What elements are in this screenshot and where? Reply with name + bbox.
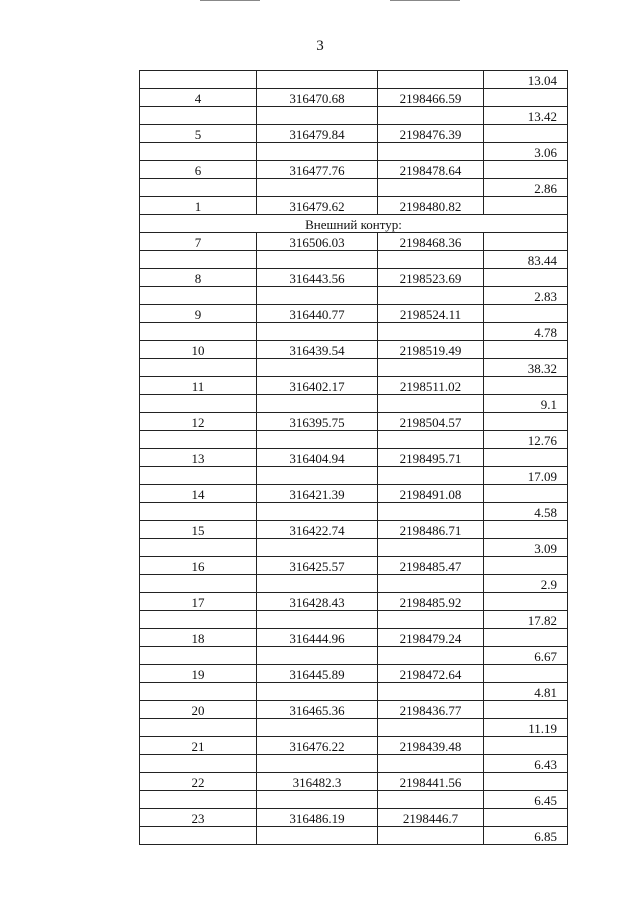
point-row: [140, 773, 568, 791]
empty-cell: [257, 395, 378, 413]
length-cell-empty: [484, 593, 568, 611]
empty-cell: [257, 575, 378, 593]
segment-length-row: [140, 503, 568, 521]
section-heading-row: [140, 215, 568, 233]
segment-length-cell: 9.1: [484, 395, 568, 413]
segment-length-cell: 6.45: [484, 791, 568, 809]
segment-length-cell: 4.58: [484, 503, 568, 521]
empty-cell: [257, 647, 378, 665]
empty-cell: [378, 611, 484, 629]
x-coordinate-cell: 316479.62: [257, 197, 378, 215]
length-cell-empty: [484, 809, 568, 827]
empty-cell: [378, 791, 484, 809]
length-cell-empty: [484, 413, 568, 431]
y-coordinate-cell: 2198472.64: [378, 665, 484, 683]
length-cell-empty: [484, 521, 568, 539]
y-coordinate-cell: 2198504.57: [378, 413, 484, 431]
segment-length-row: [140, 179, 568, 197]
coordinates-table-body: [140, 71, 568, 845]
y-coordinate-cell: 2198436.77: [378, 701, 484, 719]
x-coordinate-cell: 316444.96: [257, 629, 378, 647]
empty-cell: [378, 683, 484, 701]
segment-length-row: [140, 791, 568, 809]
point-number-cell: 5: [140, 125, 257, 143]
empty-cell: [378, 647, 484, 665]
point-number-cell: 22: [140, 773, 257, 791]
x-coordinate-cell: 316479.84: [257, 125, 378, 143]
point-row: [140, 629, 568, 647]
segment-length-cell: 13.42: [484, 107, 568, 125]
y-coordinate-cell: 2198478.64: [378, 161, 484, 179]
length-cell-empty: [484, 233, 568, 251]
empty-cell: [140, 287, 257, 305]
length-cell-empty: [484, 125, 568, 143]
point-number-cell: 19: [140, 665, 257, 683]
empty-cell: [140, 683, 257, 701]
empty-cell: [140, 323, 257, 341]
length-cell-empty: [484, 773, 568, 791]
empty-cell: [257, 179, 378, 197]
segment-length-cell: 2.9: [484, 575, 568, 593]
empty-cell: [140, 611, 257, 629]
point-row: [140, 485, 568, 503]
x-coordinate-cell: 316421.39: [257, 485, 378, 503]
point-row: [140, 197, 568, 215]
empty-cell: [378, 107, 484, 125]
segment-length-cell: 6.85: [484, 827, 568, 845]
top-scan-rule-right: [390, 0, 460, 1]
empty-cell: [378, 251, 484, 269]
empty-cell: [378, 143, 484, 161]
segment-length-cell: 83.44: [484, 251, 568, 269]
empty-cell: [257, 719, 378, 737]
empty-cell: [140, 719, 257, 737]
empty-cell: [257, 431, 378, 449]
segment-length-row: [140, 611, 568, 629]
empty-cell: [140, 251, 257, 269]
page-number: 3: [316, 38, 324, 54]
point-row: [140, 233, 568, 251]
empty-cell: [140, 791, 257, 809]
x-coordinate-cell: 316422.74: [257, 521, 378, 539]
x-coordinate-cell: 316425.57: [257, 557, 378, 575]
empty-cell: [140, 539, 257, 557]
y-coordinate-cell: 2198439.48: [378, 737, 484, 755]
point-row: [140, 701, 568, 719]
empty-cell: [140, 827, 257, 845]
y-coordinate-cell: 2198524.11: [378, 305, 484, 323]
empty-cell: [378, 323, 484, 341]
x-coordinate-cell: 316476.22: [257, 737, 378, 755]
segment-length-row: [140, 755, 568, 773]
segment-length-cell: 4.81: [484, 683, 568, 701]
segment-length-cell: 6.43: [484, 755, 568, 773]
point-row: [140, 557, 568, 575]
empty-cell: [257, 827, 378, 845]
point-number-cell: 4: [140, 89, 257, 107]
section-heading: Внешний контур:: [140, 215, 568, 233]
x-coordinate-cell: 316428.43: [257, 593, 378, 611]
empty-cell: [378, 359, 484, 377]
segment-length-row: [140, 575, 568, 593]
x-coordinate-cell: 316402.17: [257, 377, 378, 395]
empty-cell: [140, 107, 257, 125]
empty-cell: [257, 467, 378, 485]
x-coordinate-cell: 316477.76: [257, 161, 378, 179]
length-cell-empty: [484, 377, 568, 395]
segment-length-row: [140, 719, 568, 737]
segment-length-row: [140, 827, 568, 845]
y-coordinate-cell: 2198480.82: [378, 197, 484, 215]
y-coordinate-cell: 2198486.71: [378, 521, 484, 539]
empty-cell: [378, 575, 484, 593]
empty-cell: [257, 791, 378, 809]
empty-cell: [378, 719, 484, 737]
empty-cell: [378, 431, 484, 449]
segment-length-row: [140, 71, 568, 89]
segment-length-row: [140, 287, 568, 305]
empty-cell: [257, 611, 378, 629]
empty-cell: [378, 71, 484, 89]
empty-cell: [257, 107, 378, 125]
point-row: [140, 305, 568, 323]
x-coordinate-cell: 316443.56: [257, 269, 378, 287]
empty-cell: [140, 503, 257, 521]
empty-cell: [140, 179, 257, 197]
empty-cell: [257, 683, 378, 701]
segment-length-row: [140, 539, 568, 557]
empty-cell: [140, 575, 257, 593]
length-cell-empty: [484, 89, 568, 107]
point-number-cell: 14: [140, 485, 257, 503]
point-row: [140, 809, 568, 827]
point-row: [140, 413, 568, 431]
empty-cell: [257, 251, 378, 269]
x-coordinate-cell: 316486.19: [257, 809, 378, 827]
length-cell-empty: [484, 341, 568, 359]
point-number-cell: 18: [140, 629, 257, 647]
length-cell-empty: [484, 485, 568, 503]
segment-length-row: [140, 359, 568, 377]
point-number-cell: 16: [140, 557, 257, 575]
point-number-cell: 21: [140, 737, 257, 755]
point-row: [140, 593, 568, 611]
segment-length-cell: 3.06: [484, 143, 568, 161]
empty-cell: [257, 755, 378, 773]
segment-length-row: [140, 143, 568, 161]
segment-length-cell: 17.09: [484, 467, 568, 485]
segment-length-cell: 4.78: [484, 323, 568, 341]
segment-length-cell: 2.86: [484, 179, 568, 197]
length-cell-empty: [484, 269, 568, 287]
length-cell-empty: [484, 557, 568, 575]
length-cell-empty: [484, 701, 568, 719]
x-coordinate-cell: 316404.94: [257, 449, 378, 467]
empty-cell: [140, 647, 257, 665]
segment-length-row: [140, 683, 568, 701]
x-coordinate-cell: 316482.3: [257, 773, 378, 791]
empty-cell: [378, 287, 484, 305]
y-coordinate-cell: 2198485.92: [378, 593, 484, 611]
x-coordinate-cell: 316445.89: [257, 665, 378, 683]
segment-length-cell: 3.09: [484, 539, 568, 557]
point-number-cell: 20: [140, 701, 257, 719]
point-number-cell: 17: [140, 593, 257, 611]
segment-length-row: [140, 647, 568, 665]
point-number-cell: 10: [140, 341, 257, 359]
point-row: [140, 161, 568, 179]
empty-cell: [378, 503, 484, 521]
point-row: [140, 269, 568, 287]
x-coordinate-cell: 316470.68: [257, 89, 378, 107]
coordinates-table: [139, 70, 568, 845]
point-row: [140, 377, 568, 395]
point-row: [140, 341, 568, 359]
point-row: [140, 125, 568, 143]
point-number-cell: 13: [140, 449, 257, 467]
segment-length-cell: 11.19: [484, 719, 568, 737]
segment-length-row: [140, 323, 568, 341]
empty-cell: [140, 431, 257, 449]
point-number-cell: 7: [140, 233, 257, 251]
x-coordinate-cell: 316465.36: [257, 701, 378, 719]
length-cell-empty: [484, 305, 568, 323]
y-coordinate-cell: 2198446.7: [378, 809, 484, 827]
empty-cell: [140, 359, 257, 377]
empty-cell: [257, 539, 378, 557]
segment-length-cell: 13.04: [484, 71, 568, 89]
empty-cell: [378, 755, 484, 773]
y-coordinate-cell: 2198441.56: [378, 773, 484, 791]
point-number-cell: 8: [140, 269, 257, 287]
x-coordinate-cell: 316439.54: [257, 341, 378, 359]
point-number-cell: 12: [140, 413, 257, 431]
length-cell-empty: [484, 197, 568, 215]
segment-length-cell: 6.67: [484, 647, 568, 665]
empty-cell: [378, 467, 484, 485]
point-number-cell: 23: [140, 809, 257, 827]
length-cell-empty: [484, 665, 568, 683]
y-coordinate-cell: 2198466.59: [378, 89, 484, 107]
y-coordinate-cell: 2198468.36: [378, 233, 484, 251]
y-coordinate-cell: 2198476.39: [378, 125, 484, 143]
segment-length-cell: 38.32: [484, 359, 568, 377]
x-coordinate-cell: 316440.77: [257, 305, 378, 323]
point-number-cell: 9: [140, 305, 257, 323]
point-row: [140, 449, 568, 467]
empty-cell: [257, 71, 378, 89]
segment-length-cell: 2.83: [484, 287, 568, 305]
segment-length-cell: 17.82: [484, 611, 568, 629]
y-coordinate-cell: 2198519.49: [378, 341, 484, 359]
point-number-cell: 15: [140, 521, 257, 539]
point-row: [140, 89, 568, 107]
point-number-cell: 11: [140, 377, 257, 395]
length-cell-empty: [484, 161, 568, 179]
segment-length-row: [140, 251, 568, 269]
empty-cell: [257, 503, 378, 521]
empty-cell: [257, 323, 378, 341]
length-cell-empty: [484, 629, 568, 647]
segment-length-row: [140, 467, 568, 485]
empty-cell: [378, 395, 484, 413]
empty-cell: [257, 359, 378, 377]
empty-cell: [140, 755, 257, 773]
empty-cell: [140, 467, 257, 485]
y-coordinate-cell: 2198491.08: [378, 485, 484, 503]
segment-length-cell: 12.76: [484, 431, 568, 449]
point-number-cell: 1: [140, 197, 257, 215]
y-coordinate-cell: 2198485.47: [378, 557, 484, 575]
y-coordinate-cell: 2198495.71: [378, 449, 484, 467]
empty-cell: [140, 143, 257, 161]
empty-cell: [257, 143, 378, 161]
segment-length-row: [140, 107, 568, 125]
segment-length-row: [140, 431, 568, 449]
y-coordinate-cell: 2198479.24: [378, 629, 484, 647]
y-coordinate-cell: 2198511.02: [378, 377, 484, 395]
y-coordinate-cell: 2198523.69: [378, 269, 484, 287]
empty-cell: [378, 539, 484, 557]
empty-cell: [378, 827, 484, 845]
top-scan-rule-left: [200, 0, 260, 1]
empty-cell: [378, 179, 484, 197]
length-cell-empty: [484, 737, 568, 755]
x-coordinate-cell: 316506.03: [257, 233, 378, 251]
segment-length-row: [140, 395, 568, 413]
point-number-cell: 6: [140, 161, 257, 179]
empty-cell: [140, 395, 257, 413]
point-row: [140, 737, 568, 755]
x-coordinate-cell: 316395.75: [257, 413, 378, 431]
empty-cell: [257, 287, 378, 305]
length-cell-empty: [484, 449, 568, 467]
point-row: [140, 665, 568, 683]
empty-cell: [140, 71, 257, 89]
point-row: [140, 521, 568, 539]
